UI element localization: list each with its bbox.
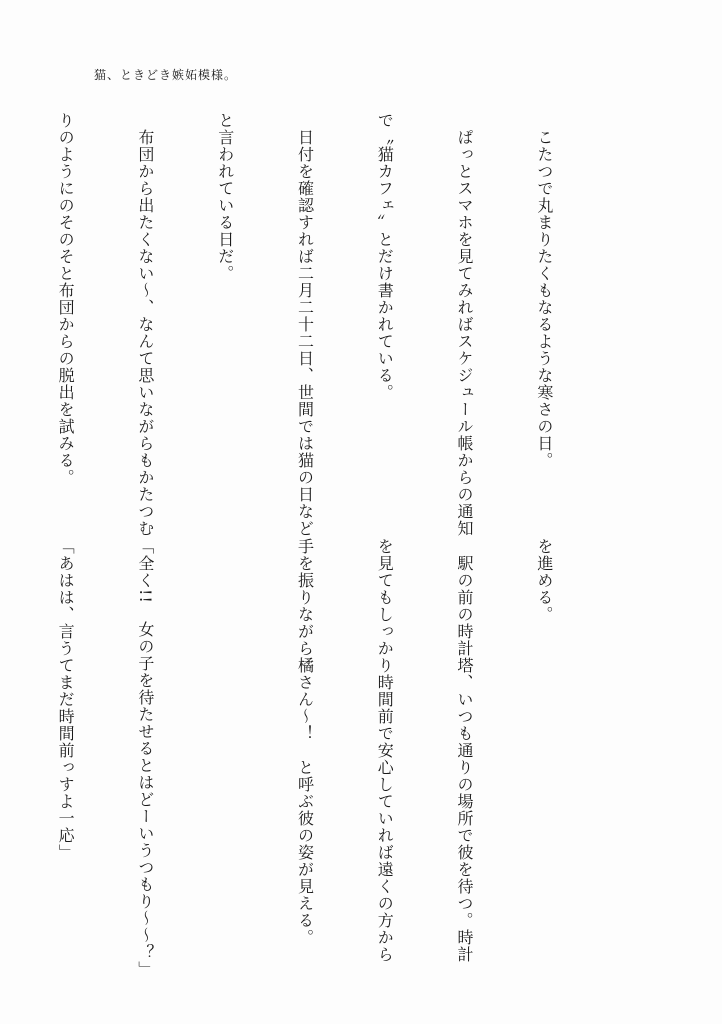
dialogue-column: 「全く!! 女の子を待たせるとはどーいうつもり〜〜？」 bbox=[135, 538, 155, 978]
text-column: 日付を確認すれば二月二十二日、世間では猫の日など bbox=[295, 112, 315, 537]
blank-column bbox=[211, 538, 238, 938]
text-column: ぱっとスマホを見てみればスケジュール帳からの通知 bbox=[455, 112, 475, 537]
text-column: 駅の前の時計塔、いつも通りの場所で彼を待つ。時計 bbox=[455, 538, 475, 963]
dialogue-column: 「あはは、言うてまだ時間前っすよ一応」 bbox=[56, 538, 76, 861]
top-text-block bbox=[0, 112, 610, 537]
text-column: で〝猫カフェ〟とだけ書かれている。 bbox=[375, 112, 395, 401]
text-column: 手を振りながら橘さん〜！ と呼ぶ彼の姿が見える。 bbox=[295, 538, 315, 946]
text-column: 布団から出たくない〜、なんて思いながらもかたつむ bbox=[135, 112, 155, 537]
text-column: こたつで丸まりたくもなるような寒さの日。 bbox=[534, 112, 554, 469]
running-title: 猫、ときどき嫉妬模様。 bbox=[94, 68, 238, 82]
text-column: と言われている日だ。 bbox=[215, 112, 235, 282]
text-column: りのようにのそのそと布団からの脱出を試みる。 bbox=[56, 112, 76, 486]
text-column: を見てもしっかり時間前で安心していれば遠くの方から bbox=[375, 538, 395, 963]
bottom-text-block bbox=[0, 538, 610, 978]
text-column: を進める。 bbox=[534, 538, 554, 623]
